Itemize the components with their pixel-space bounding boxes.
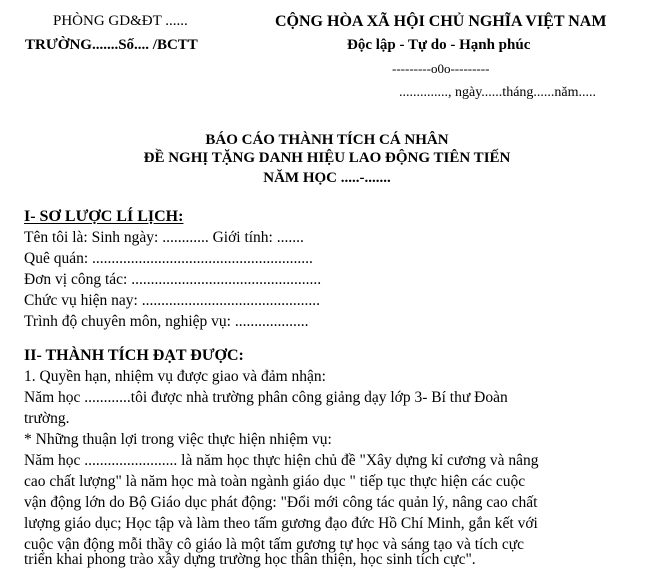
office-name: PHÒNG GD&ĐT ...... [53, 13, 188, 29]
report-number: Số.... /BCTT [118, 37, 198, 53]
section1-heading: I- SƠ LƯỢC LÍ LỊCH: [24, 208, 184, 225]
achievement-line: Năm học ............tôi được nhà trường phân công giảng dạy lớp 3- Bí thư Đoàn [24, 389, 508, 406]
report-title-line1: BÁO CÁO THÀNH TÍCH CÁ NHÂN [205, 132, 449, 148]
profile-line-name: Tên tôi là: Sinh ngày: ............ Giới tính: ....... [24, 229, 304, 246]
report-title-line2: ĐỀ NGHỊ TẶNG DANH HIỆU LAO ĐỘNG TIÊN TIẾN [143, 150, 511, 166]
national-title: CỘNG HÒA XÃ HỘI CHỦ NGHĨA VIỆT NAM [275, 13, 607, 30]
school-and-number [25, 37, 198, 54]
achievement-line: triển khai phong trào xây dựng trường học thân thiện, học sinh tích cực". [24, 551, 476, 568]
profile-line-workplace: Đơn vị công tác: ................................................. [24, 271, 322, 288]
motto-divider: ---------o0o--------- [392, 61, 490, 76]
school-name: TRƯỜNG....... [25, 37, 119, 53]
achievement-line: lượng giáo dục; Học tập và làm theo tấm gương đạo đức Hồ Chí Minh, gắn kết với [24, 515, 538, 532]
section2-heading: II- THÀNH TÍCH ĐẠT ĐƯỢC: [24, 347, 244, 364]
report-title-line3: NĂM HỌC .....-....... [263, 170, 391, 186]
achievement-line: * Những thuận lợi trong việc thực hiện nhiệm vụ: [24, 431, 332, 448]
national-motto: Độc lập - Tự do - Hạnh phúc [347, 37, 531, 53]
achievement-line: cuộc vận động mỗi thầy cô giáo là một tấm gương tự học và sáng tạo và tích cực [24, 536, 524, 553]
achievement-line: cao chất lượng" là năm học mà toàn ngành giáo dục " tiếp tục thực hiện các cuộc [24, 473, 526, 490]
achievement-line: Năm học ........................ là năm học thực hiện chủ đề "Xây dựng kỉ cương và nâng [24, 452, 539, 469]
achievement-line: 1. Quyền hạn, nhiệm vụ được giao và đảm nhận: [24, 368, 326, 385]
profile-line-hometown: Quê quán: ......................................................... [24, 250, 313, 267]
date-line: .............., ngày......tháng......năm..... [399, 85, 597, 100]
profile-line-position: Chức vụ hiện nay: .............................................. [24, 292, 320, 309]
profile-line-qualification: Trình độ chuyên môn, nghiệp vụ: ................... [24, 313, 309, 330]
achievement-line: trường. [24, 410, 70, 427]
achievement-line: vận động lớn do Bộ Giáo dục phát động: "Đổi mới công tác quản lý, nâng cao chất [24, 494, 538, 511]
